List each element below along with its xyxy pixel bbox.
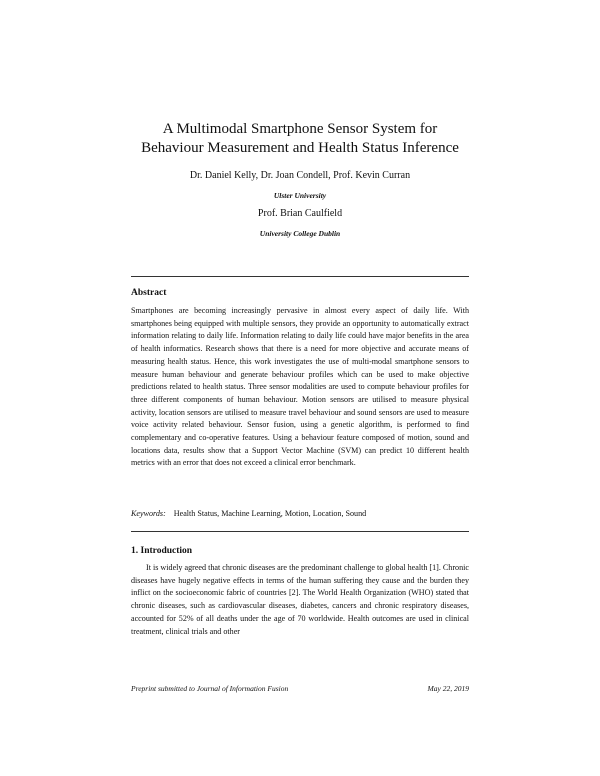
abstract-heading: Abstract (131, 288, 167, 298)
abstract-bottom-divider (131, 531, 469, 532)
primary-affiliation: Ulster University (273, 191, 327, 200)
secondary-author: Prof. Brian Caulfield (257, 208, 343, 219)
introduction-heading: 1. Introduction (131, 546, 193, 556)
introduction-text: It is widely agreed that chronic diseases are the predominant challenge to global health [1]. Chronic diseases have hugely negative effects in terms of the human suffering they cause and the burden they inflict on the socioeconomic fabric of countries [2]. The World Health Organization (WHO) stated that chronic diseases, such as cardiovascular diseases, diabetes, cancers and chronic respiratory diseases, accounted for 52% of all deaths under the age of 70 worldwide. Health outcomes are used in clinical treatment, clinical trials and other (131, 563, 469, 636)
abstract-text: Smartphones are becoming increasingly pervasive in almost every aspect of daily life. With smartphones being equipped with multiple sensors, they provide an opportunity to automatically extract information relating to daily life. Information relating to daily life could have major benefits in the area of health informatics. Research shows that there is a need for more objective and accurate means of measuring health status. Hence, this work investigates the use of multi-modal smartphone sensors to measure human behaviour and generate behaviour profiles which can be used to make objective predictions related to health status. Three sensor modalities are used to compute behaviour profiles for three different components of human behaviour. Motion sensors are utilised to measure physical activity, location sensors are utilised to measure travel behaviour and sound sensors are used to measure voice activity related behaviour. Sensor fusion, using a genetic algorithm, is performed to find complementary and co-operative features. Using a behaviour feature composed of motion, sound and locations data, results show that a Support Vector Machine (SVM) can predict 10 different health metrics with an error that does not exceed a clinical error benchmark. (131, 306, 469, 468)
secondary-affiliation: University College Dublin (259, 229, 341, 238)
keywords-text: Health Status, Machine Learning, Motion, Location, Sound (173, 509, 367, 518)
title-line-1: A Multimodal Smartphone Sensor System for (162, 121, 438, 137)
title-line-2: Behaviour Measurement and Health Status Inference (141, 140, 459, 156)
paper-title (90, 120, 510, 158)
footer-date: May 22, 2019 (427, 684, 469, 693)
keywords-label: Keywords: (131, 509, 166, 518)
abstract-top-divider (131, 276, 469, 277)
keywords (131, 509, 469, 518)
footer-preprint-note: Preprint submitted to Journal of Information Fusion (131, 684, 289, 693)
primary-authors: Dr. Daniel Kelly, Dr. Joan Condell, Prof. Kevin Curran (189, 170, 411, 181)
